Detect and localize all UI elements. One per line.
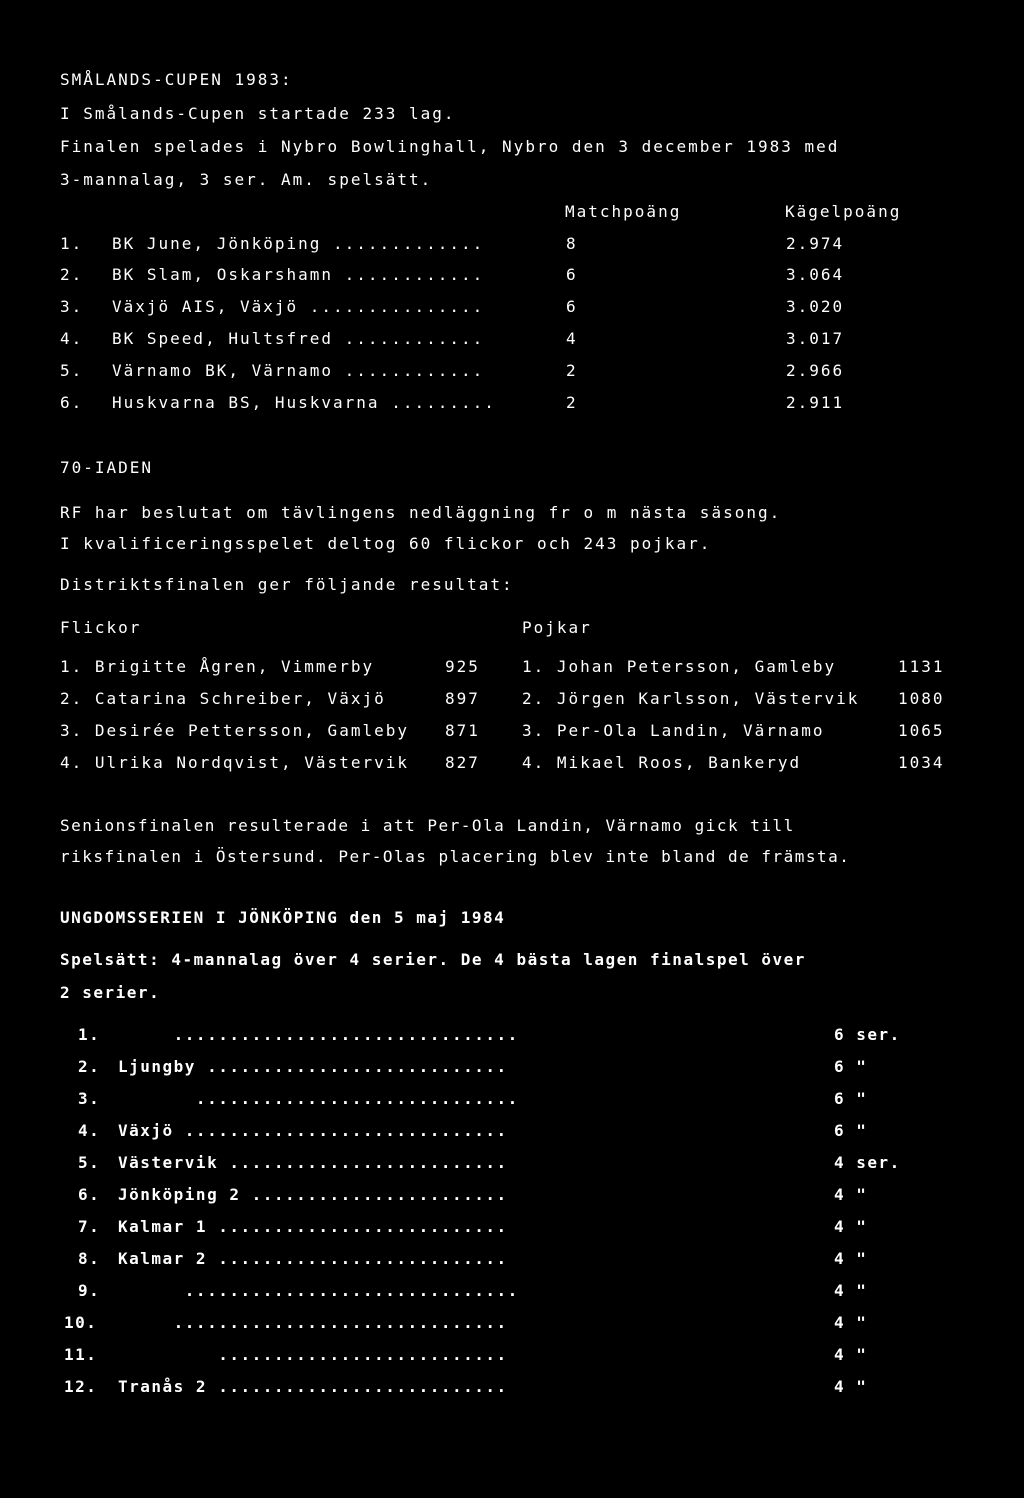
cup-match: 2: [566, 393, 578, 412]
ungdom-series: 4 ": [834, 1377, 868, 1396]
ungdom-rank: 9.: [78, 1281, 101, 1300]
youth-heading: 70-IADEN: [60, 458, 154, 477]
youth-line-3: Distriktsfinalen ger följande resultat:: [60, 575, 514, 594]
ungdom-line-2: 2 serier.: [60, 983, 161, 1002]
cup-kagel: 3.064: [786, 265, 845, 284]
ungdom-series: 4 ": [834, 1185, 868, 1204]
boy-score: 1065: [898, 721, 945, 740]
cup-team: BK Speed, Hultsfred ............: [112, 329, 485, 348]
cup-rank: 5.: [60, 361, 84, 380]
boy-entry: 2. Jörgen Karlsson, Västervik: [522, 689, 860, 708]
ungdom-rank: 3.: [78, 1089, 101, 1108]
ungdom-series: 4 ": [834, 1345, 868, 1364]
boy-score: 1131: [898, 657, 945, 676]
cup-rank: 1.: [60, 234, 84, 253]
cup-kagel: 2.974: [786, 234, 845, 253]
cup-team: BK June, Jönköping .............: [112, 234, 485, 253]
cup-match: 4: [566, 329, 578, 348]
ungdom-rank: 5.: [78, 1153, 101, 1172]
ungdom-series: 6 ": [834, 1089, 868, 1108]
girl-score: 897: [445, 689, 480, 708]
col-matchpoang: Matchpoäng: [565, 202, 682, 221]
cup-kagel: 3.020: [786, 297, 845, 316]
ungdom-rank: 12.: [64, 1377, 98, 1396]
ungdom-series: 4 ser.: [834, 1153, 901, 1172]
senior-line-1: Senionsfinalen resulterade i att Per-Ola Landin, Värnamo gick till: [60, 816, 795, 835]
cup-rank: 6.: [60, 393, 84, 412]
boys-label: Pojkar: [522, 618, 592, 637]
ungdom-team: Kalmar 1 ..........................: [118, 1217, 508, 1236]
cup-rank: 4.: [60, 329, 84, 348]
ungdom-team: .............................: [118, 1089, 519, 1108]
cup-team: BK Slam, Oskarshamn ............: [112, 265, 485, 284]
ungdom-team: Ljungby ...........................: [118, 1057, 508, 1076]
cup-heading: SMÅLANDS-CUPEN 1983:: [60, 70, 293, 89]
ungdom-team: ..........................: [118, 1345, 508, 1364]
ungdom-rank: 1.: [78, 1025, 101, 1044]
senior-line-2: riksfinalen i Östersund. Per-Olas placering blev inte bland de främsta.: [60, 847, 851, 866]
ungdom-team: Växjö .............................: [118, 1121, 508, 1140]
ungdom-line-1: Spelsätt: 4-mannalag över 4 serier. De 4 bästa lagen finalspel över: [60, 950, 806, 969]
cup-intro-2: Finalen spelades i Nybro Bowlinghall, Nybro den 3 december 1983 med: [60, 137, 840, 156]
cup-match: 8: [566, 234, 578, 253]
ungdom-series: 4 ": [834, 1313, 868, 1332]
ungdom-rank: 7.: [78, 1217, 101, 1236]
cup-kagel: 3.017: [786, 329, 845, 348]
ungdom-team: Västervik .........................: [118, 1153, 508, 1172]
ungdom-series: 4 ": [834, 1281, 868, 1300]
ungdom-heading: UNGDOMSSERIEN I JÖNKÖPING den 5 maj 1984: [60, 908, 506, 927]
ungdom-rank: 10.: [64, 1313, 98, 1332]
cup-match: 6: [566, 297, 578, 316]
boy-entry: 3. Per-Ola Landin, Värnamo: [522, 721, 825, 740]
ungdom-team: ..............................: [118, 1281, 519, 1300]
ungdom-series: 6 ": [834, 1121, 868, 1140]
youth-line-1: RF har beslutat om tävlingens nedläggning fr o m nästa säsong.: [60, 503, 782, 522]
girl-entry: 3. Desirée Pettersson, Gamleby: [60, 721, 409, 740]
ungdom-series: 4 ": [834, 1217, 868, 1236]
cup-team: Huskvarna BS, Huskvarna .........: [112, 393, 496, 412]
ungdom-team: ...............................: [118, 1025, 519, 1044]
cup-kagel: 2.911: [786, 393, 845, 412]
cup-rank: 2.: [60, 265, 84, 284]
boy-entry: 4. Mikael Roos, Bankeryd: [522, 753, 802, 772]
ungdom-team: ..............................: [118, 1313, 508, 1332]
cup-match: 2: [566, 361, 578, 380]
ungdom-series: 6 ser.: [834, 1025, 901, 1044]
ungdom-series: 4 ": [834, 1249, 868, 1268]
girl-score: 925: [445, 657, 480, 676]
ungdom-series: 6 ": [834, 1057, 868, 1076]
cup-team: Värnamo BK, Värnamo ............: [112, 361, 485, 380]
ungdom-rank: 11.: [64, 1345, 98, 1364]
col-kagelpoang: Kägelpoäng: [785, 202, 902, 221]
ungdom-team: Jönköping 2 .......................: [118, 1185, 508, 1204]
girls-label: Flickor: [60, 618, 142, 637]
girl-score: 871: [445, 721, 480, 740]
cup-kagel: 2.966: [786, 361, 845, 380]
girl-entry: 2. Catarina Schreiber, Växjö: [60, 689, 386, 708]
girl-entry: 4. Ulrika Nordqvist, Västervik: [60, 753, 409, 772]
boy-entry: 1. Johan Petersson, Gamleby: [522, 657, 837, 676]
ungdom-rank: 6.: [78, 1185, 101, 1204]
cup-intro-1: I Smålands-Cupen startade 233 lag.: [60, 104, 456, 123]
ungdom-rank: 4.: [78, 1121, 101, 1140]
boy-score: 1080: [898, 689, 945, 708]
ungdom-rank: 2.: [78, 1057, 101, 1076]
girl-score: 827: [445, 753, 480, 772]
cup-match: 6: [566, 265, 578, 284]
ungdom-rank: 8.: [78, 1249, 101, 1268]
ungdom-team: Tranås 2 ..........................: [118, 1377, 508, 1396]
girl-entry: 1. Brigitte Ågren, Vimmerby: [60, 657, 375, 676]
ungdom-team: Kalmar 2 ..........................: [118, 1249, 508, 1268]
cup-rank: 3.: [60, 297, 84, 316]
youth-line-2: I kvalificeringsspelet deltog 60 flickor och 243 pojkar.: [60, 534, 712, 553]
boy-score: 1034: [898, 753, 945, 772]
cup-team: Växjö AIS, Växjö ...............: [112, 297, 485, 316]
cup-intro-3: 3-mannalag, 3 ser. Am. spelsätt.: [60, 170, 433, 189]
